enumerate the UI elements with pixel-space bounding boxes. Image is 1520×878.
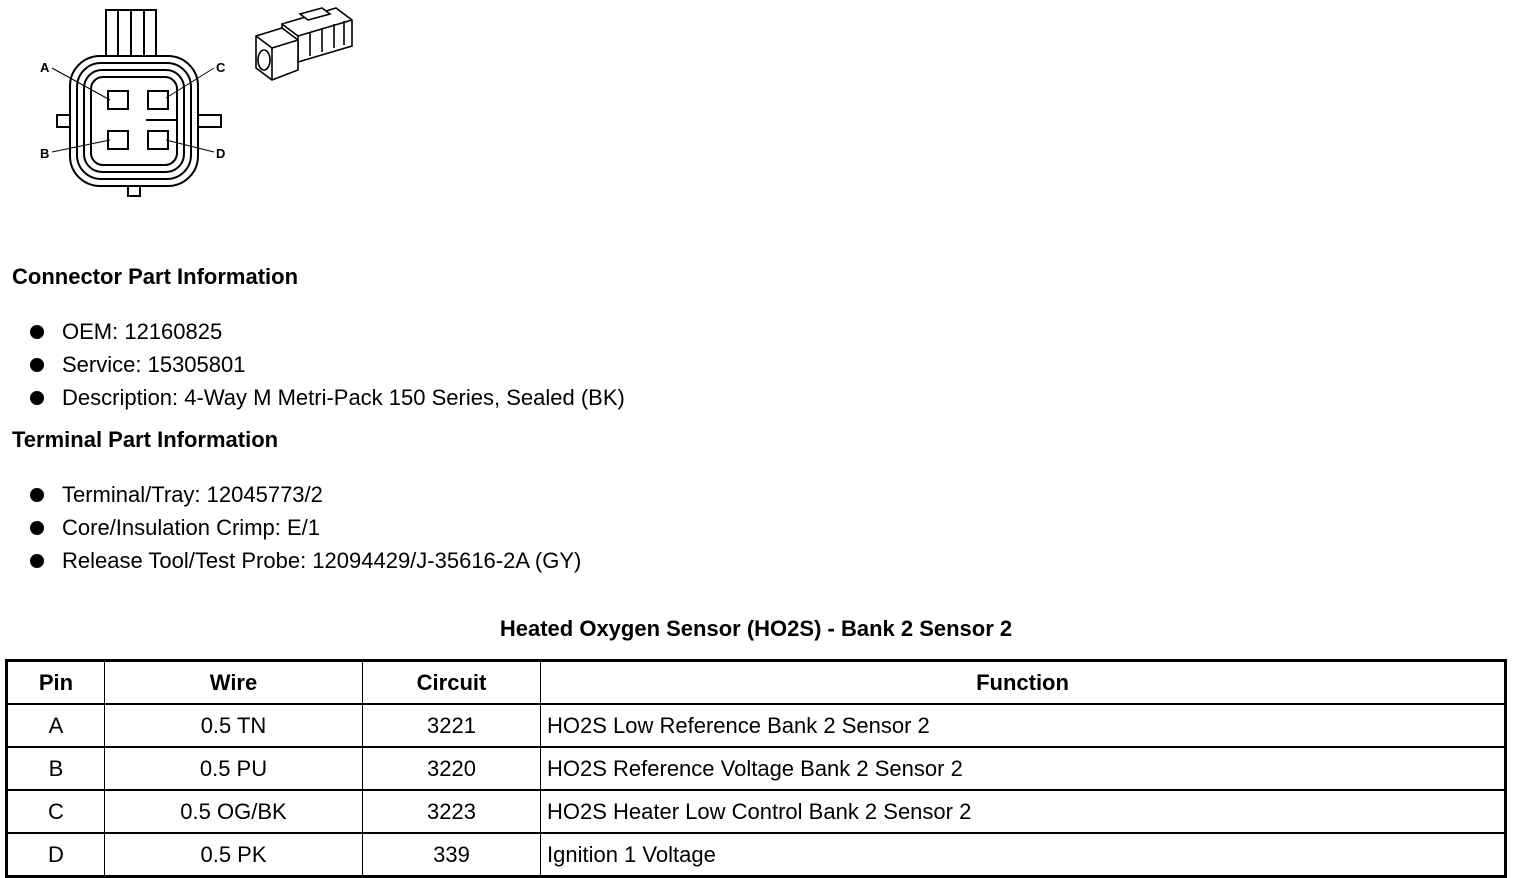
bullet-icon [30,521,44,535]
list-item [28,478,581,511]
list-item [28,511,581,544]
cell-circuit: 3220 [363,747,541,790]
cell-pin: C [7,790,105,833]
cell-wire: 0.5 PK [105,833,363,877]
cell-circuit: 3221 [363,704,541,747]
connector-part-info-title: Connector Part Information [12,264,299,289]
bullet-icon [30,488,44,502]
connector-description: Description: 4-Way M Metri-Pack 150 Series, Sealed (BK) [62,385,625,410]
terminal-tray: Terminal/Tray: 12045773/2 [62,482,323,507]
list-item [28,544,581,577]
header-function: Function [541,661,1506,705]
connector-diagram [0,0,380,210]
table-header-row [7,661,1506,705]
cell-pin: B [7,747,105,790]
pin-label-a: A [40,60,50,75]
list-item [28,315,625,348]
connector-service: Service: 15305801 [62,352,246,377]
cell-circuit: 339 [363,833,541,877]
table-row [7,833,1506,877]
cell-wire: 0.5 PU [105,747,363,790]
cell-function: HO2S Reference Voltage Bank 2 Sensor 2 [541,747,1506,790]
pin-table [5,659,1507,878]
connector-part-info-list [28,315,625,414]
bullet-icon [30,391,44,405]
table-row [7,747,1506,790]
cell-pin: D [7,833,105,877]
connector-oem: OEM: 12160825 [62,319,223,344]
terminal-part-info-list [28,478,581,577]
list-item [28,348,625,381]
cell-wire: 0.5 OG/BK [105,790,363,833]
terminal-release-tool: Release Tool/Test Probe: 12094429/J-35616-2A (GY) [62,548,582,573]
pin-table-title: Heated Oxygen Sensor (HO2S) - Bank 2 Sensor 2 [499,616,1013,641]
table-row [7,790,1506,833]
bullet-icon [30,358,44,372]
connector-isometric-view [256,8,352,80]
cell-pin: A [7,704,105,747]
connector-face-svg [0,0,380,210]
bullet-icon [30,554,44,568]
cell-function: HO2S Low Reference Bank 2 Sensor 2 [541,704,1506,747]
header-circuit: Circuit [363,661,541,705]
cell-wire: 0.5 TN [105,704,363,747]
pin-label-b: B [40,146,50,161]
pin-label-c: C [216,60,226,75]
terminal-crimp: Core/Insulation Crimp: E/1 [62,515,320,540]
cell-function: HO2S Heater Low Control Bank 2 Sensor 2 [541,790,1506,833]
terminal-part-info-title: Terminal Part Information [12,427,279,452]
pin-label-d: D [216,146,226,161]
cell-circuit: 3223 [363,790,541,833]
cell-function: Ignition 1 Voltage [541,833,1506,877]
header-wire: Wire [105,661,363,705]
header-pin: Pin [7,661,105,705]
bullet-icon [30,325,44,339]
list-item [28,381,625,414]
table-row [7,704,1506,747]
